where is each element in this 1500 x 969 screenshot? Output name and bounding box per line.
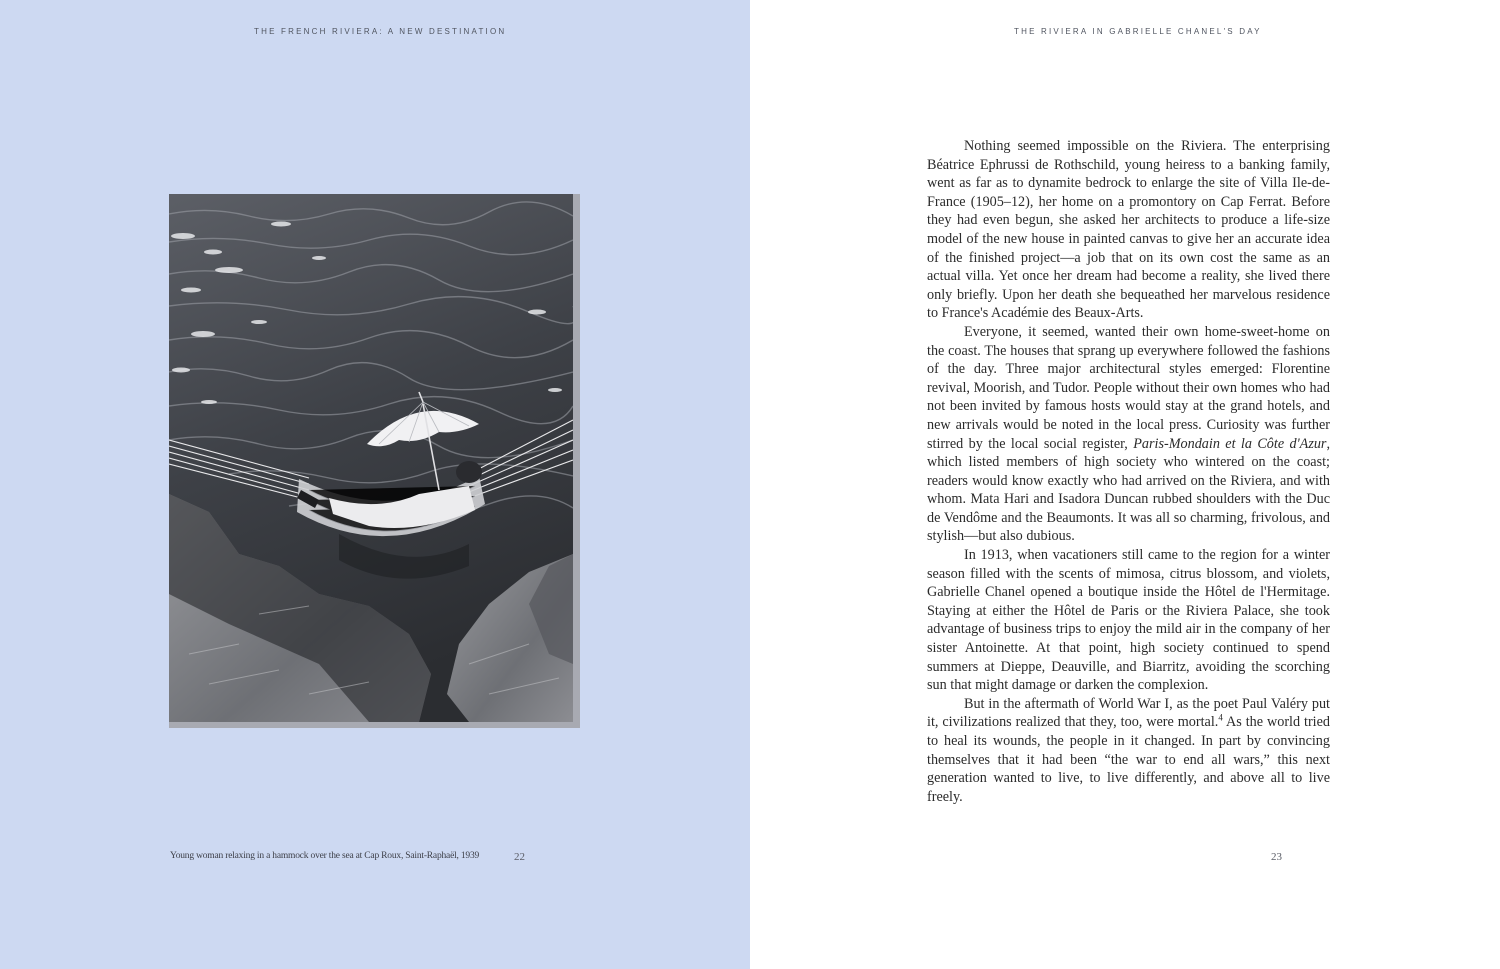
footnote-marker: 4 (1218, 712, 1223, 723)
paragraph (927, 137, 1330, 323)
paragraph-text: But in the aftermath of World War I, as the poet Paul Valéry put it, civilizations realized that they, too, were mortal. (927, 695, 1330, 731)
paragraph (927, 695, 1330, 807)
running-head-right: THE RIVIERA IN GABRIELLE CHANEL'S DAY (1014, 27, 1262, 36)
paragraph (927, 323, 1330, 546)
hammock-photo (169, 194, 573, 722)
hammock-photo-illustration (169, 194, 573, 722)
body-text (927, 137, 1330, 806)
paragraph-text: Nothing seemed impossible on the Riviera. The enterprising Béatrice Ephrussi de Rothschild, young heiress to a banking family, went as far as to dynamite bedrock to enlarge the site of Villa Ile-de-France (1905–12), her home on a promontory on Cap Ferrat. Before they had even begun, she asked her architects to produce a life-size model of the new house in painted canvas to give her an accurate idea of the finished project—a job that on its own cost the same as an actual villa. Yet once her dream had become a reality, she lived there only briefly. Upon her death she bequeathed her marvelous residence to France's Académie des Beaux-Arts. (927, 138, 1330, 322)
paragraph-text: In 1913, when vacationers still came to the region for a winter season filled with the scents of mimosa, citrus blossom, and violets, Gabrielle Chanel opened a boutique inside the Hôtel de l'Hermitage. Staying at either the Hôtel de Paris or the Riviera Palace, she took advantage of business trips to enjoy the mild air in the company of her sister Antoinette. At that point, high society continued to spend summers at Dieppe, Deauville, and Biarritz, avoiding the scorching sun that might damage or darken the complexion. (927, 547, 1330, 694)
paragraph-text: , which listed members of high society who wintered on the coast; readers would know exactly who had arrived on the Riviera, and with whom. Mata Hari and Isadora Duncan rubbed shoulders with the Duc de Vendôme and the Beaumonts. It was all so charming, frivolous, and stylish—but also dubious. (927, 435, 1330, 545)
photo-frame (169, 194, 580, 728)
paragraph-text: As the world tried to heal its wounds, the people in it changed. In part by convincing themselves that it had been “the war to end all wars,” this next generation wanted to live, to live differently, and above all to live freely. (927, 714, 1331, 805)
page-number-right: 23 (1271, 851, 1282, 863)
photo-caption: Young woman relaxing in a hammock over the sea at Cap Roux, Saint-Raphaël, 1939 (170, 851, 480, 861)
paragraph-text: Everyone, it seemed, wanted their own home-sweet-home on the coast. The houses that sprang up everywhere followed the fashions of the day. Three major architectural styles emerged: Florentine revival, Moorish, and Tudor. People without their own homes who had not been invited by famous hosts would stay at the grand hotels, and new arrivals would be noted in the local press. Curiosity was further stirred by the local social register, (927, 323, 1330, 452)
publication-title: Paris-Mondain et la Côte d'Azur (1133, 435, 1327, 452)
paragraph (927, 546, 1330, 695)
page-number-left: 22 (514, 851, 525, 863)
running-head-left: THE FRENCH RIVIERA: A NEW DESTINATION (254, 27, 507, 36)
right-page (750, 0, 1500, 969)
